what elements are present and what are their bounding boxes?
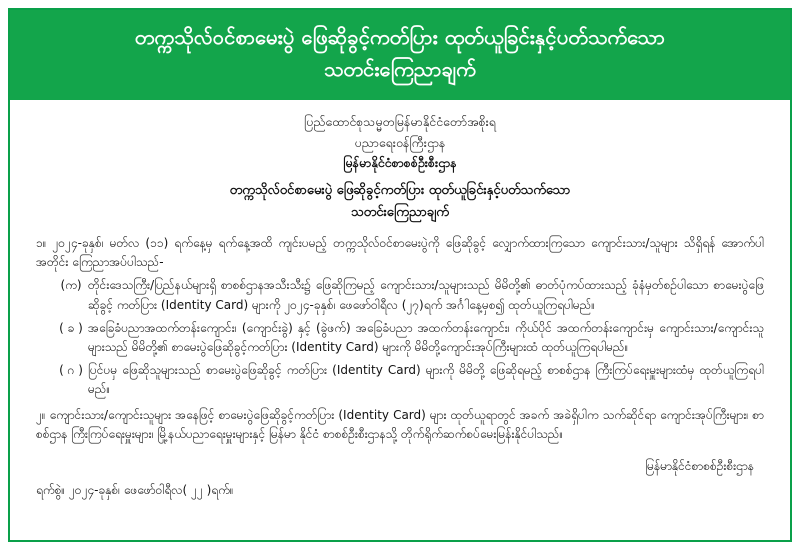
document-body [10,100,790,540]
list-item [36,361,764,399]
list-item-label: ( ခ ) [59,320,83,335]
list-item [36,276,764,314]
list-item-text: ပြင်ပမှ ဖြေဆိုသူများသည် စာမေးပွဲဖြေဆိုခွင့် ကတ်ပြား (Identity Card) များကို မိမိတို့ ဖြေဆိုရမည့် စာစစ်ဌာန ကြီးကြပ်ရေးမှူးများထံမှ ထုတ်ယူကြရပါမည်။ [88,363,764,397]
list-item [36,319,764,357]
paragraph-2: ၂။ ကျောင်းသား/ကျောင်းသူများ အနေဖြင့် စာမေးပွဲဖြေဆိုခွင့်ကတ်ပြား (Identity Card) များ ထုတ်ယူရာတွင် အခက် အခဲရှိပါက သက်ဆိုင်ရာ ကျောင်းအုပ်ကြီးများ၊ စာစစ်ဌာန ကြီးကြပ်ရေးမှူးများ၊ မြို့နယ်ပညာရေးမှူးများနှင့် မြန်မာ နိုင်ငံ စာစစ်ဦးစီးဌာနသို့ တိုက်ရိုက်ဆက်စပ်မေးမြန်းနိုင်ပါသည်။ [36,407,764,441]
announcement-title-line-2: သတင်းကြေညာချက် [351,204,449,220]
announcement-frame [8,8,792,542]
government-name: ပြည်ထောင်စုသမ္မတမြန်မာနိုင်ငံတော်အစိုးရ [304,114,496,129]
banner-title-line-1: တက္ကသိုလ်ဝင်စာမေးပွဲ ဖြေဆိုခွင့်ကတ်ပြား ထုတ်ယူခြင်းနှင့်ပတ်သက်သော [134,25,666,49]
signature-department: မြန်မာနိုင်ငံစာစစ်ဦးစီးဌာန [645,458,754,473]
ministry-name: ပညာရေးဝန်ကြီးဌာန [354,134,446,150]
issue-date: ရက်စွဲ။ ၂၀၂၄-ခုနှစ်၊ ဖေဖော်ဝါရီလ( ၂၂ )ရက်။ [36,482,234,497]
list-item-text: အခြေခံပညာအထက်တန်းကျောင်း၊ (ကျောင်းခွဲ) နှင့် (ခွဲဖက်) အခြေခံပညာ အထက်တန်းကျောင်း၊ ကိုယ်ပိုင် အထက်တန်းကျောင်းမှ ကျောင်းသား/ကျောင်းသူများသည် မိမိတို့၏ စာမေးပွဲဖြေဆိုခွင့်ကတ်ပြား (Identity Card) များကို မိမိတို့ကျောင်းအုပ်ကြီးများထံ ထုတ်ယူကြရပါမည်။ [88,320,764,354]
department-name: မြန်မာနိုင်ငံစာစစ်ဦးစီးဌာန [343,155,457,171]
list-item-text: တိုင်းဒေသကြီး/ပြည်နယ်များရှိ စာစစ်ဌာနအသီးသီး၌ ဖြေဆိုကြမည့် ကျောင်းသား/သူများသည် မိမိတို့၏ ဓာတ်ပုံကပ်ထားသည့် ခုံနံမှတ်စဉ်ပါသော စာမေးပွဲဖြေဆိုခွင့် ကတ်ပြား (Identity Card) များကို ၂၀၂၄-ခုနှစ်၊ ဖေဖော်ဝါရီလ (၂၇)ရက် အင်္ဂါနေ့မှစ၍ ထုတ်ယူကြရပါမည်။ [88,278,764,312]
announcement-title-line-1: တက္ကသိုလ်ဝင်စာမေးပွဲ ဖြေဆိုခွင့်ကတ်ပြား ထုတ်ယူခြင်းနှင့်ပတ်သက်သော [229,182,571,198]
list-item-label: (က) [60,278,82,293]
list-item-label: ( ဂ ) [59,363,83,378]
banner-title-line-2: သတင်းကြေညာချက် [323,57,477,81]
banner-header [10,10,790,100]
paragraph-1: ၁။ ၂၀၂၄-ခုနှစ်၊ မတ်လ (၁၁) ရက်နေ့မှ ရက်နေ့အထိ ကျင်းပမည့် တက္ကသိုလ်ဝင်စာမေးပွဲကို ဖြေဆိုခွင့် လျှောက်ထားကြသော ကျောင်းသား/သူများ သိရှိရန် အောက်ပါအတိုင်း ကြေညာအပ်ပါသည်- [36,236,764,270]
